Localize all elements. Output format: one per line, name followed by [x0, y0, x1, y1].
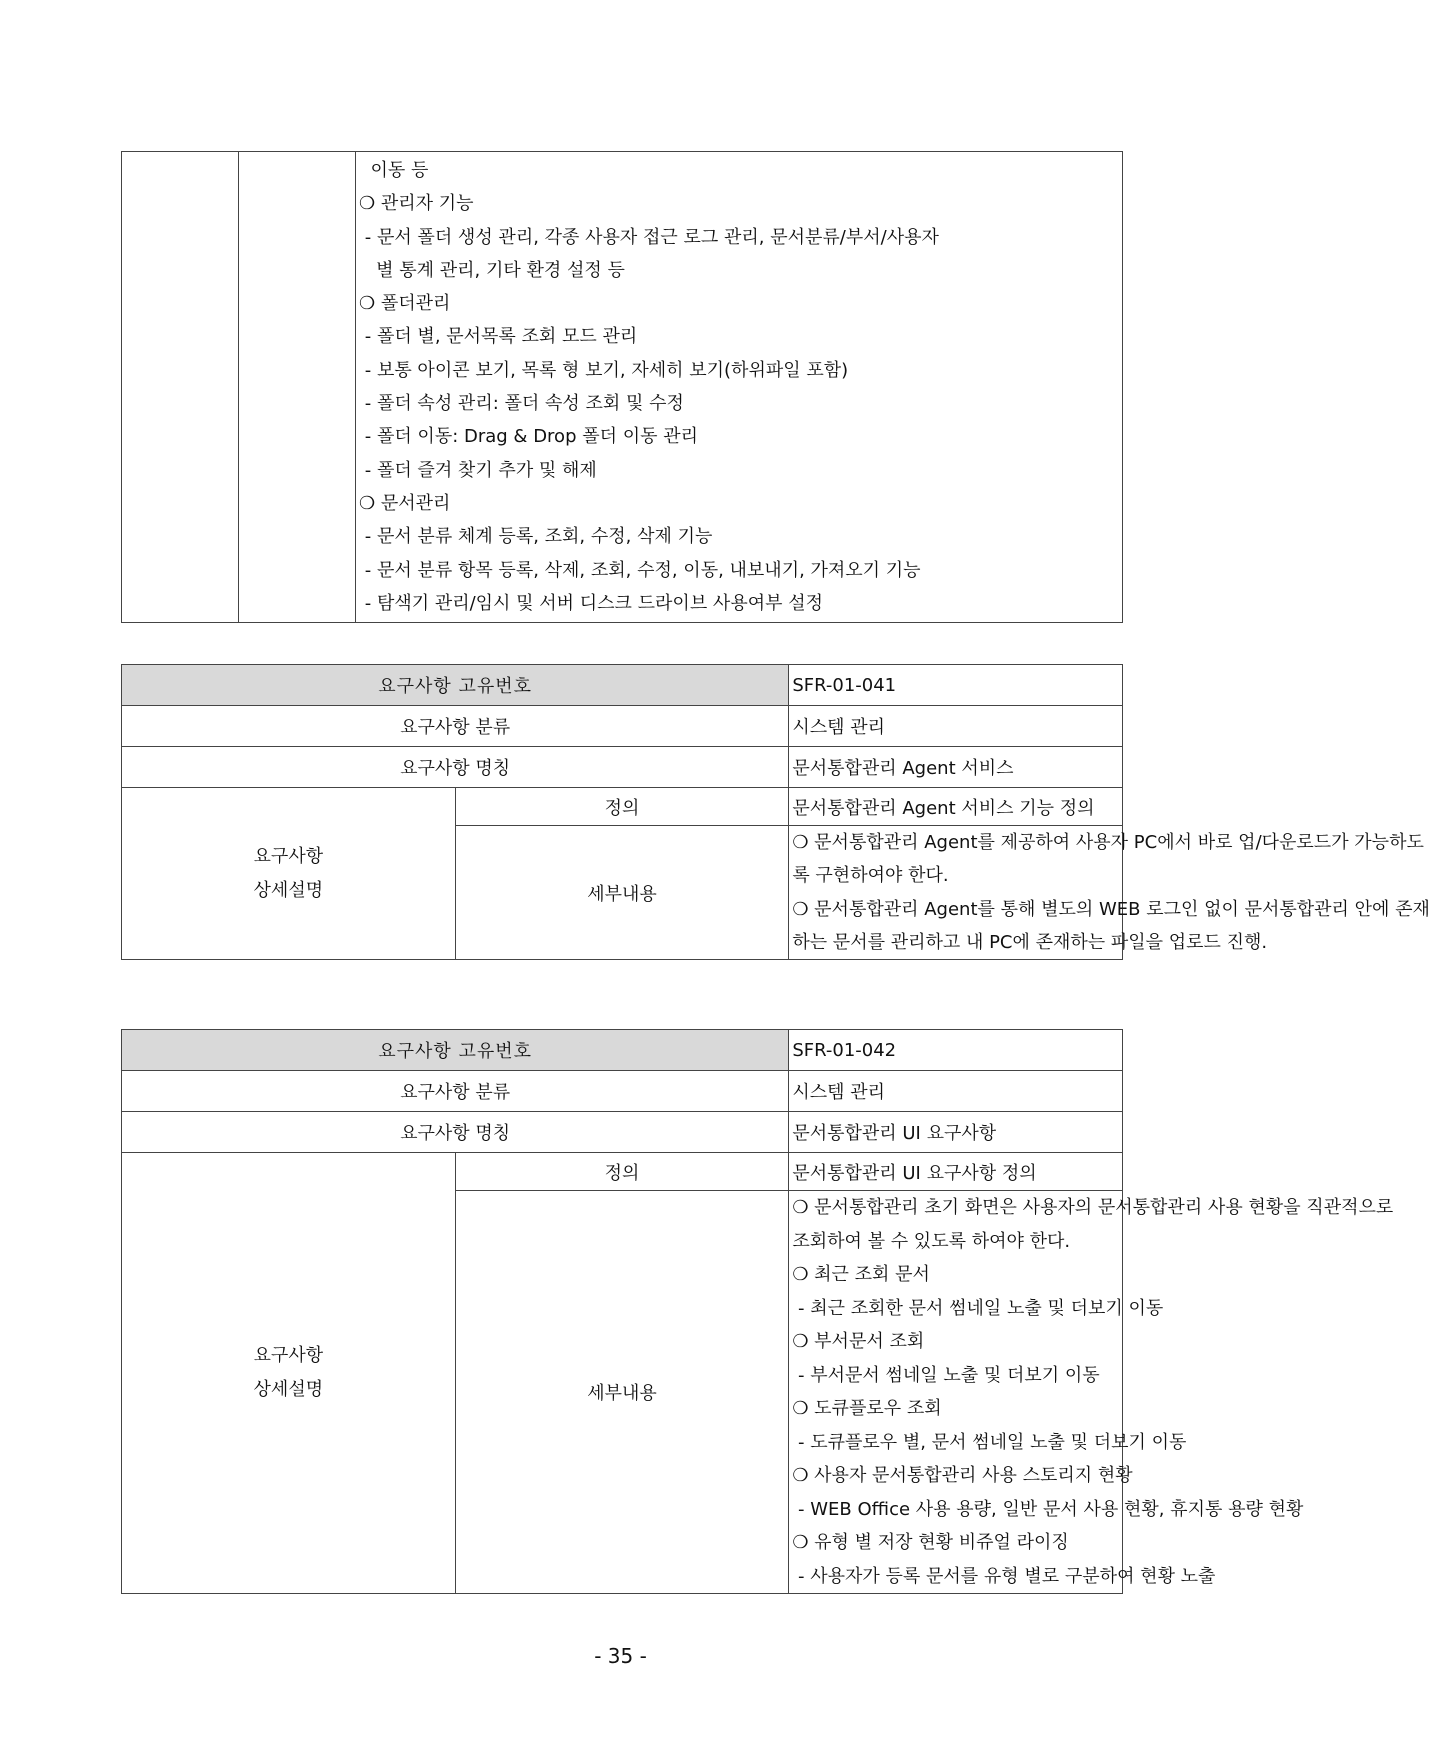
detail-label [122, 1153, 456, 1594]
content-line: - 최근 조회한 문서 썸네일 노출 및 더보기 이동 [792, 1297, 1164, 1319]
content-line: ❍ 폴더관리 [359, 293, 451, 315]
content-line: - 폴더 별, 문서목록 조회 모드 관리 [359, 326, 638, 348]
content-line: 이동 등 [359, 160, 429, 181]
continuation-content [356, 152, 1123, 623]
content-line: - 문서 분류 항목 등록, 삭제, 조회, 수정, 이동, 내보내기, 가져오기 기능 [359, 559, 921, 581]
content-line: - 탐색기 관리/임시 및 서버 디스크 드라이브 사용여부 설정 [359, 592, 823, 614]
content-line: ❍ 부서문서 조회 [792, 1331, 925, 1352]
page-number: - 35 - [594, 1644, 647, 1668]
content-line: - 문서 폴더 생성 관리, 각종 사용자 접근 로그 관리, 문서분류/부서/사용자 [359, 226, 939, 248]
content-line: ❍ 문서통합관리 Agent를 통해 별도의 WEB 로그인 없이 문서통합관리 안에 존재 [792, 898, 1430, 920]
details-label: 세부내용 [455, 1191, 789, 1594]
content-line: - 폴더 이동: Drag & Drop 폴더 이동 관리 [359, 426, 698, 448]
content-line: ❍ 유형 별 저장 현황 비쥬얼 라이징 [792, 1532, 1069, 1553]
category-value: 시스템 관리 [789, 1071, 1123, 1112]
content-line: ❍ 도큐플로우 조회 [792, 1398, 942, 1419]
content-line: - 폴더 즐겨 찾기 추가 및 해제 [359, 459, 597, 481]
detail-label-line1: 요구사항 [253, 1345, 324, 1366]
content-line: ❍ 문서관리 [359, 492, 451, 514]
category-label: 요구사항 분류 [122, 706, 789, 747]
detail-label-line1: 요구사항 [253, 845, 324, 867]
detail-label [122, 788, 456, 960]
category-label: 요구사항 분류 [122, 1071, 789, 1112]
content-line: ❍ 사용자 문서통합관리 사용 스토리지 현황 [792, 1465, 1133, 1486]
content-line: 별 통계 관리, 기타 환경 설정 등 [359, 259, 625, 281]
id-value: SFR-01-041 [789, 665, 1123, 706]
definition-label: 정의 [455, 1153, 789, 1191]
content-line: 하는 문서를 관리하고 내 PC에 존재하는 파일을 업로드 진행. [792, 931, 1268, 953]
name-label: 요구사항 명칭 [122, 747, 789, 788]
id-label: 요구사항 고유번호 [122, 665, 789, 706]
detail-label-line2: 상세설명 [253, 879, 324, 901]
content-line: - 사용자가 등록 문서를 유형 별로 구분하여 현황 노출 [792, 1565, 1216, 1587]
content-line: ❍ 문서통합관리 초기 화면은 사용자의 문서통합관리 사용 현황을 직관적으로 [792, 1197, 1394, 1218]
content-line: - 보통 아이콘 보기, 목록 형 보기, 자세히 보기(하위파일 포함) [359, 359, 849, 381]
content-line: ❍ 관리자 기능 [359, 193, 474, 215]
content-line: - WEB Office 사용 용량, 일반 문서 사용 현황, 휴지통 용량 현황 [792, 1498, 1304, 1520]
continuation-table [121, 151, 1123, 623]
content-line: 록 구현하여야 한다. [792, 865, 949, 887]
category-value: 시스템 관리 [789, 706, 1123, 747]
details-content [789, 1191, 1394, 1594]
requirement-table-042 [121, 1029, 1394, 1594]
content-line: - 폴더 속성 관리: 폴더 속성 조회 및 수정 [359, 393, 684, 415]
id-label: 요구사항 고유번호 [122, 1030, 789, 1071]
details-label: 세부내용 [455, 826, 789, 960]
content-line: 조회하여 볼 수 있도록 하여야 한다. [792, 1230, 1071, 1252]
content-line: - 도큐플로우 별, 문서 썸네일 노출 및 더보기 이동 [792, 1431, 1187, 1453]
content-line: ❍ 최근 조회 문서 [792, 1264, 930, 1285]
details-content [789, 826, 1430, 960]
definition-value: 문서통합관리 UI 요구사항 정의 [789, 1153, 1123, 1191]
name-value: 문서통합관리 UI 요구사항 [789, 1112, 1123, 1153]
empty-cell [239, 152, 356, 623]
requirement-table-041 [121, 664, 1430, 960]
content-line: ❍ 문서통합관리 Agent를 제공하여 사용자 PC에서 바로 업/다운로드가 가능하도 [792, 832, 1424, 853]
detail-label-line2: 상세설명 [253, 1379, 324, 1400]
id-value: SFR-01-042 [789, 1030, 1123, 1071]
name-label: 요구사항 명칭 [122, 1112, 789, 1153]
content-line: - 부서문서 썸네일 노출 및 더보기 이동 [792, 1364, 1100, 1386]
empty-cell [122, 152, 239, 623]
content-line: - 문서 분류 체계 등록, 조회, 수정, 삭제 기능 [359, 526, 713, 548]
definition-label: 정의 [455, 788, 789, 826]
name-value: 문서통합관리 Agent 서비스 [789, 747, 1123, 788]
definition-value: 문서통합관리 Agent 서비스 기능 정의 [789, 788, 1123, 826]
